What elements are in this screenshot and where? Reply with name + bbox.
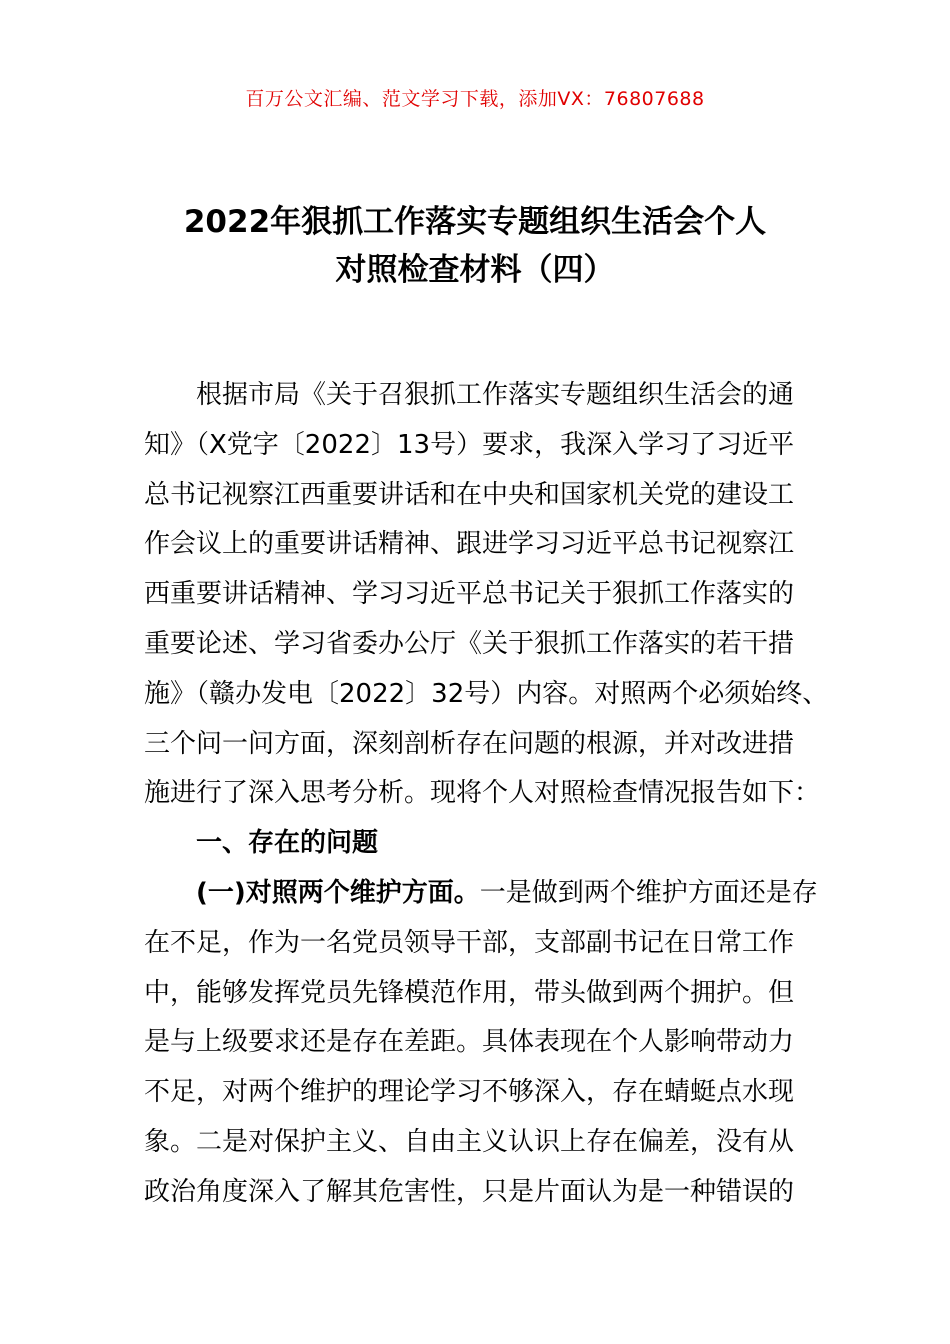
- document-title: [0, 198, 950, 294]
- header-watermark-text: 百万公文汇编、范文学习下载，添加VX：76807688: [245, 88, 705, 110]
- body-line: 西重要讲话精神、学习习近平总书记关于狠抓工作落实的: [144, 579, 795, 610]
- body-line: 根据市局《关于召狠抓工作落实专题组织生活会的通: [196, 380, 795, 410]
- body-line: 中，能够发挥党员先锋模范作用，带头做到两个拥护。但: [144, 977, 795, 1008]
- title-line-1: 2022年狠抓工作落实专题组织生活会个人: [183, 204, 767, 240]
- title-line-2: 对照检查材料（四）: [335, 252, 615, 288]
- body-line: 作会议上的重要讲话精神、跟进学习习近平总书记视察江: [144, 529, 795, 560]
- subheading-rest: 一是做到两个维护方面还是存: [479, 877, 818, 908]
- body-line: 知》（X党字〔2022〕13号）要求，我深入学习了习近平: [144, 429, 795, 460]
- body-line: 施》（赣办发电〔2022〕32号）内容。对照两个必须始终、: [144, 678, 829, 709]
- body-line: 象。二是对保护主义、自由主义认识上存在偏差，没有从: [144, 1126, 795, 1157]
- body-line: 不足，对两个维护的理论学习不够深入，存在蜻蜓点水现: [144, 1077, 795, 1108]
- subheading-line: [144, 869, 816, 919]
- body-line: 是与上级要求还是存在差距。具体表现在个人影响带动力: [144, 1027, 795, 1058]
- body-line: 重要论述、学习省委办公厅《关于狠抓工作落实的若干措: [144, 628, 795, 659]
- body-line: 三个问一问方面，深刻剖析存在问题的根源，并对改进措: [144, 728, 795, 759]
- body-line: 施进行了深入思考分析。现将个人对照检查情况报告如下：: [144, 778, 821, 809]
- body-line: 政治角度深入了解其危害性，只是片面认为是一种错误的: [144, 1176, 795, 1207]
- subheading-bold: (一)对照两个维护方面。: [196, 877, 480, 908]
- body-line: 总书记视察江西重要讲话和在中央和国家机关党的建设工: [144, 479, 795, 510]
- section-heading: 一、存在的问题: [196, 828, 379, 859]
- body-line: 在不足，作为一名党员领导干部，支部副书记在日常工作: [144, 927, 795, 958]
- document-body: [144, 371, 829, 1218]
